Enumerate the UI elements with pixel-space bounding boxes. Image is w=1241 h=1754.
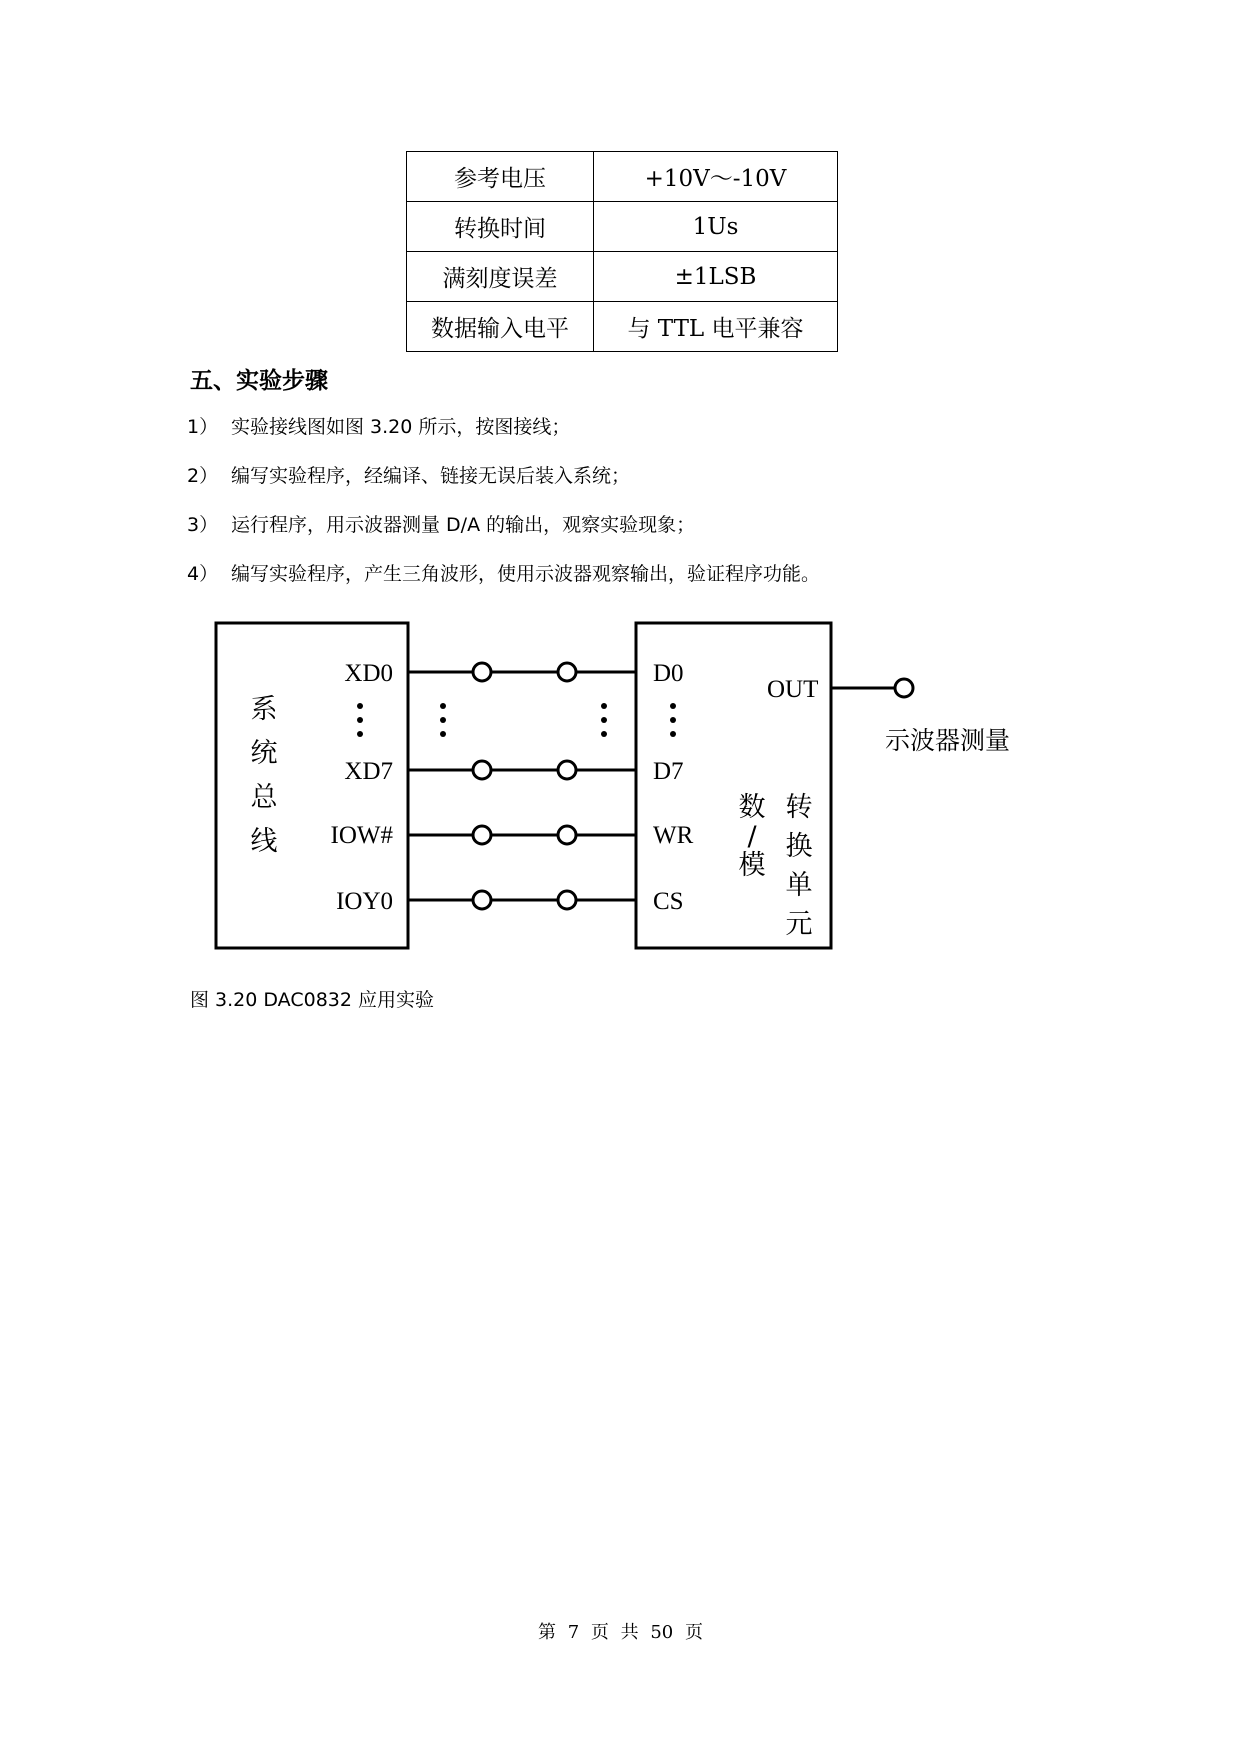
dac-char: 转 [785, 792, 813, 823]
table-key: 参考电压 [407, 152, 594, 202]
pin-label-wr: WR [653, 822, 694, 849]
pin-label-d0: D0 [653, 660, 684, 687]
section-title: 五、实验步骤 [190, 368, 328, 394]
pin-label-xd7: XD7 [344, 758, 393, 785]
dac-char: 数 [738, 792, 766, 823]
pin-label-xd0: XD0 [344, 660, 393, 687]
table-value: 与 TTL 电平兼容 [594, 302, 838, 352]
pin-label-iow: IOW# [330, 822, 393, 849]
pin-label-ioy0: IOY0 [336, 888, 393, 915]
page-footer: 第 7 页 共 50 页 [538, 1622, 703, 1643]
pin-label-d7: D7 [653, 758, 684, 785]
table-value: ±1LSB [594, 252, 838, 302]
dac-char: 单 [785, 870, 813, 901]
step-text: 实验接线图如图 3.20 所示，按图接线； [231, 416, 571, 438]
wire-xd0 [408, 663, 636, 681]
pin-label-out: OUT [767, 676, 819, 703]
left-block-char: 统 [250, 738, 278, 769]
wire-iow [408, 826, 636, 844]
dac-char: 模 [738, 850, 766, 881]
wire-xd7 [408, 761, 636, 779]
table-value: +10V～-10V [594, 152, 838, 202]
oscilloscope-label: 示波器测量 [885, 726, 1011, 755]
table-key: 转换时间 [407, 202, 594, 252]
table-value: 1Us [594, 202, 838, 252]
left-block-char: 系 [250, 694, 278, 725]
table-key: 满刻度误差 [407, 252, 594, 302]
step-number: 3） [187, 514, 219, 536]
figure-caption: 图 3.20 DAC0832 应用实验 [190, 989, 435, 1011]
dac-char: 元 [785, 909, 813, 940]
wire-out [831, 679, 913, 697]
left-block-char: 线 [250, 826, 278, 857]
left-block-char: 总 [250, 782, 278, 813]
step-text: 运行程序，用示波器测量 D/A 的输出，观察实验现象； [231, 514, 696, 536]
step-number: 4） [187, 563, 219, 585]
ellipsis-dots [357, 703, 676, 737]
table-key: 数据输入电平 [407, 302, 594, 352]
step-number: 2） [187, 465, 219, 487]
dac-char: / [747, 821, 757, 852]
step-number: 1） [187, 416, 219, 438]
wire-ioy0 [408, 891, 636, 909]
dac-char: 换 [785, 831, 813, 862]
pin-label-cs: CS [653, 888, 684, 915]
step-text: 编写实验程序，经编译、链接无误后装入系统； [231, 465, 631, 487]
step-text: 编写实验程序，产生三角波形，使用示波器观察输出，验证程序功能。 [231, 563, 821, 585]
